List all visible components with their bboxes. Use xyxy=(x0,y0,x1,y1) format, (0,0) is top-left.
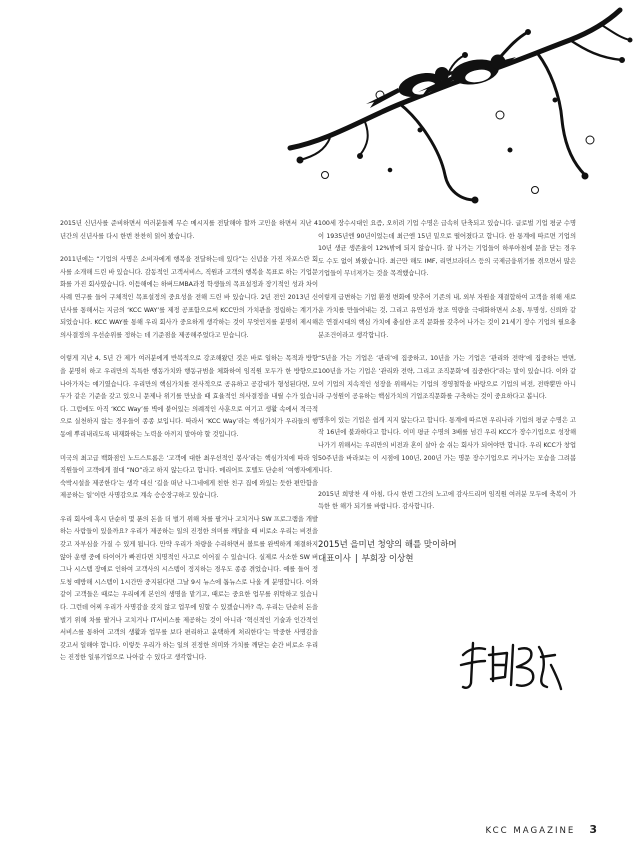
paragraph: 우리 회사에 혹시 단순히 몇 푼의 돈을 더 벌기 위해 차를 팔거나 고치거나 SW 프로그램을 개발하는 사람들이 있을까요? 우리가 제공하는 일의 진정한 의미를 깨달을 때 비로소 우리는 비전을 갖고 자부심을 가질 수 있게 됩니다. 만약 우리가 차량을 수리하면서 볼트를 완벽하게 채결하지 않아 운행 중에 타이어가 빠진다면 치명적인 사고로 이어질 수 있습니다. 실제로 사소한 SW 버그나 시스템 장애로 인하여 고객사의 시스템이 정지하는 경우도 종종 겪었습니다. 예를 들어 정도청 예방해 시스템이 1시간만 중지된다면 그날 9시 뉴스에 톱뉴스로 나올 게 분명합니다. 이와 같이 고객들은 때로는 우리에게 본인의 생명을 맡기고, 때로는 중요한 업무를 위탁하고 있습니다. 그런데 어찌 우리가 사명감을 갖지 않고 업무에 임할 수 있겠습니까? 즉, 우리는 단순히 돈을 벌기 위해 차를 팔거나 고치거나 IT서비스를 제공하는 것이 아니라 ‘혁신적인 기술과 인간적인 서비스를 통하여 고객의 생활과 업무를 보다 편리하고 윤택하게 처리한다’는 막중한 사명감을 갖고서 일해야 합니다. 이렇듯 우리가 하는 일의 진정한 의미와 가치를 깨닫는 순간 비로소 우리는 진정한 일류기업으로 나아갈 수 있다고 생각합니다. xyxy=(60,515,318,662)
magazine-name: KCC MAGAZINE xyxy=(485,826,576,836)
paragraph: 2015년 신년사를 준비하면서 여러분들께 무슨 메시지를 전달해야 할까 고민을 하면서 지난 4년간의 신년사를 다시 한번 찬찬히 읽어 봤습니다. xyxy=(60,220,318,240)
body-column-right xyxy=(318,218,576,566)
author-role: 대표이사 xyxy=(318,553,351,564)
handwritten-signature xyxy=(455,635,565,695)
closing-line: 2015년 을미년 청양의 해를 맞이하며 xyxy=(318,539,457,550)
paragraph: 미국의 최고급 백화점인 노드스트롬은 ‘고객에 대한 최우선적인 봉사’라는 핵심가치에 따라 임직원들이 고객에게 절대 “NO”라고 하지 않는다고 합니다. 메리어트 호텔도 단순히 ‘여행자에게 숙박시설을 제공한다’는 생각 대신 ‘길을 떠난 나그네에게 친한 친구 집에 와있는 듯한 편안함을 제공하는 일’이란 사명감으로 계속 승승장구하고 있습니다. xyxy=(60,454,318,500)
paragraph: 명후이 있는 기업은 쉽게 지지 않는다고 합니다. 통계에 따르면 우리나라 기업의 평균 수명은 고작 16년에 불과하다고 합니다. 이미 평균 수명의 3배를 넘긴 우리 KCC가 장수기업으로 성장해 나가기 위해서는 우리만의 비전과 혼이 살아 숨 쉬는 회사가 되어야만 합니다. 우리 KCC가 창업 50주년을 바라보는 이 시점에 100년, 200년 가는 명문 장수기업으로 커나가는 모습을 그려봅니다. xyxy=(318,416,576,475)
paragraph: 2011년에는 “기업의 사명은 소비자에게 행복을 전달하는데 있다”는 신념을 가진 자포스란 회사를 소개해 드린 바 있습니다. 감동적인 고객서비스, 직원과 고객의 행복을 목표로 하는 기업문화를 가진 회사였습니다. 이듬해에는 하버드MBA과정 학생들의 목표설정과 장기적인 성과 차이 사례 연구를 들어 구체적인 목표설정의 중요성을 전해 드린 바 있습니다. 2년 전인 2013년 신년사를 통해서는 지금의 ‘KCC WAY’를 제정 공표함으로써 KCC만의 가치관을 정립하는 계기가 되었습니다. KCC WAY를 통해 우리 회사가 중요하게 생각하는 것이 무엇인지를 분명히 제시해 의사결정의 우선순위를 정하는 데 기준점을 제공해주었다고 믿습니다. xyxy=(60,256,318,339)
closing-block xyxy=(318,538,576,566)
author-name: 부회장 이상현 xyxy=(361,553,414,564)
author-line xyxy=(318,552,576,566)
magpie-branch-illustration xyxy=(270,0,637,210)
paragraph: 2015년 희망찬 새 아침, 다시 한번 그간의 노고에 감사드리며 임직원 여러분 모두에 축복이 가득한 한 해가 되기를 바랍니다. 감사합니다. xyxy=(318,490,576,511)
paragraph: 100세 장수시대인 요즘, 오히려 기업 수명은 급속히 단축되고 있습니다. 글로벌 기업 평균 수명이 1935년엔 90년이었는데 최근엔 15년 밑으로 떨어졌다고 합니다. 한 통계에 따르면 기업의 10년 생균 생존율이 12%밖에 되지 않습니다. 잘 나가는 기업들이 하루아침에 문을 닫는 경우도 수도 없이 봐왔습니다. 최근만 해도 IMF, 리먼브라더스 등의 국제금융위기를 겪으면서 많은 기업들이 무너져가는 것을 목격했습니다. xyxy=(318,220,576,278)
body-column-left xyxy=(60,218,318,676)
page-footer xyxy=(485,823,597,836)
paragraph: “5년을 가는 기업은 ‘관리’에 집중하고, 10년을 가는 기업은 ‘관리와 전략’에 집중하는 반면, 100년을 가는 기업은 ‘관리와 전략, 그리고 조직문화’에 집중한다”라는 말이 있습니다. 이와 같이 기업의 지속적인 성장을 위해서는 기업의 경영철학을 바탕으로 기업의 비전, 전략뿐만 아니라 구성원이 공유하는 핵심가치의 기업조직문화를 구축하는 것이 중요하다고 봅니다. xyxy=(318,355,576,401)
paragraph: 이렇게 지난 4, 5년 간 제가 여러분에게 반복적으로 강조해왔던 것은 바로 일하는 목적과 방향을 분명히 하고 우리만의 독특한 행동가치와 행동규범을 체화하여 임직원 모두가 한 방향으로 나아가자는 얘기였습니다. 우리만의 핵심가치를 전사적으로 공유하고 공감대가 형성된다면, 모두가 같은 기준을 갖고 있으니 문제나 위기를 만났을 때 효율적인 의사결정을 내릴 수가 있습니다. 그럼에도 아직 ‘KCC Way’를 벽에 붙어있는 의례적인 사훈으로 여기고 생활 속에서 적극적으로 실천하지 않는 경우들이 종종 보입니다. 따라서 ‘KCC Way’라는 핵심가치가 우리들의 행동에 뿌리내리도록 내재화하는 노력을 아끼지 말아야 할 것입니다. xyxy=(60,355,318,438)
page-number: 3 xyxy=(589,823,597,836)
author-separator: | xyxy=(354,553,358,564)
paragraph: 이렇게 급변하는 기업 환경 변화에 맞추어 기존의 내, 외부 자원을 재결합하여 고객을 위해 새로운 가치를 만들어내는 것, 그리고 유연성과 창조 역량을 극대화하면서 소통, 투명성, 신뢰와 같은 연결시대의 핵심 가치에 충실한 조직 문화를 갖추어 나가는 것이 21세기 장수 기업의 필요충분조건이라고 생각합니다. xyxy=(318,293,576,339)
